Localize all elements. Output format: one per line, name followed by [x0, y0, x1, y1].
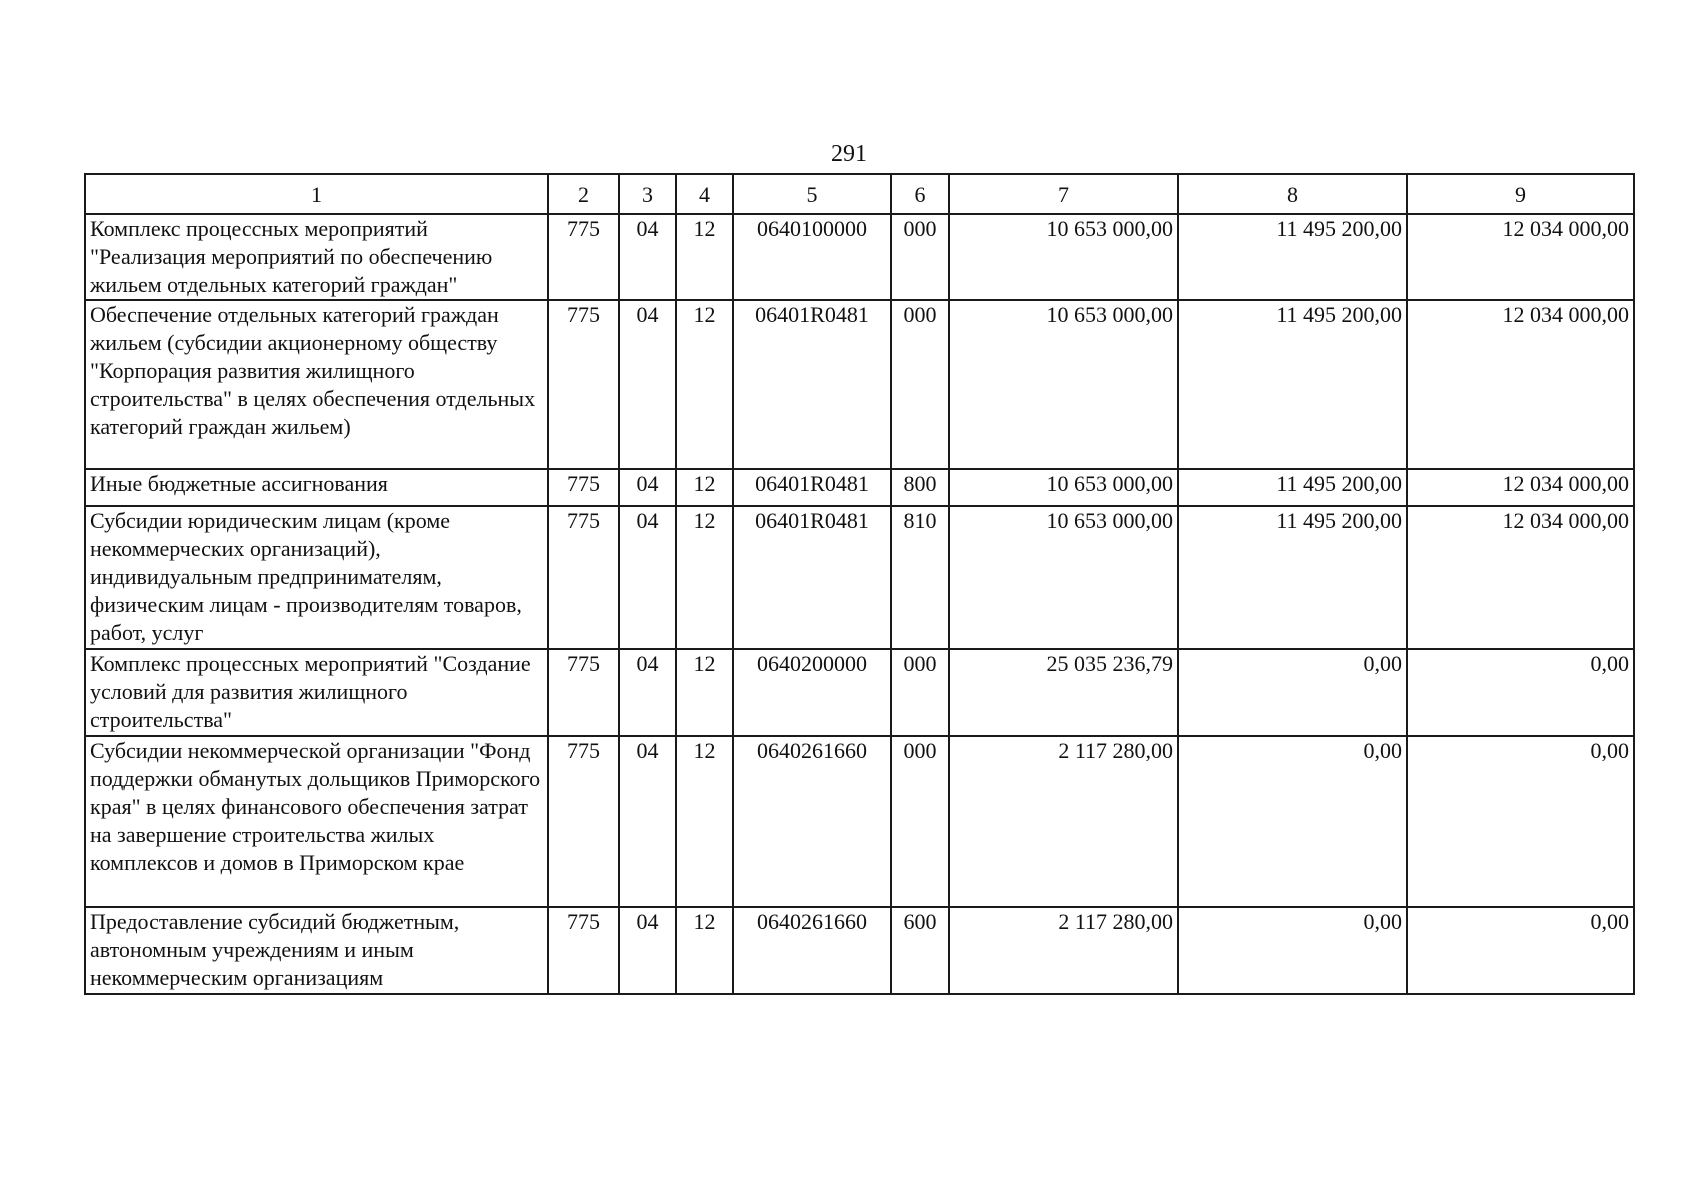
page-number: 291: [831, 141, 867, 167]
row-amount-col8: 11 495 200,00: [1178, 506, 1407, 649]
row-expense-type-code: 810: [891, 506, 949, 649]
row-subsection-code: 12: [676, 506, 733, 649]
table-row: [85, 506, 1634, 649]
row-amount-col8: 0,00: [1178, 649, 1407, 736]
row-name: Субсидии некоммерческой организации "Фонд поддержки обманутых дольщиков Приморского края" в целях финансового обеспечения затрат на завершение строительства жилых комплексов и домов в Приморском крае: [85, 736, 548, 907]
row-amount-col7: 2 117 280,00: [949, 907, 1178, 994]
column-header-4: 4: [676, 174, 733, 214]
row-section-code: 04: [619, 506, 676, 649]
row-amount-col8: 11 495 200,00: [1178, 300, 1407, 469]
row-ministry-code: 775: [548, 907, 619, 994]
column-header-3: 3: [619, 174, 676, 214]
row-amount-col7: 25 035 236,79: [949, 649, 1178, 736]
row-subsection-code: 12: [676, 300, 733, 469]
column-header-1: 1: [85, 174, 548, 214]
budget-table: [84, 173, 1635, 995]
row-amount-col7: 2 117 280,00: [949, 736, 1178, 907]
row-amount-col8: 0,00: [1178, 907, 1407, 994]
row-amount-col8: 0,00: [1178, 736, 1407, 907]
row-name: Комплекс процессных мероприятий "Создание условий для развития жилищного строительства": [85, 649, 548, 736]
row-amount-col9: 0,00: [1407, 649, 1634, 736]
row-target-code: 0640261660: [733, 907, 891, 994]
row-name: Обеспечение отдельных категорий граждан жильем (субсидии акционерному обществу "Корпорация развития жилищного строительства" в целях обеспечения отдельных категорий граждан жильем): [85, 300, 548, 469]
table-row: [85, 300, 1634, 469]
row-section-code: 04: [619, 649, 676, 736]
row-section-code: 04: [619, 469, 676, 506]
row-ministry-code: 775: [548, 736, 619, 907]
row-amount-col7: 10 653 000,00: [949, 214, 1178, 300]
row-amount-col9: 12 034 000,00: [1407, 300, 1634, 469]
row-subsection-code: 12: [676, 907, 733, 994]
row-name: Иные бюджетные ассигнования: [85, 469, 548, 506]
row-amount-col9: 12 034 000,00: [1407, 506, 1634, 649]
table-row: [85, 469, 1634, 506]
row-subsection-code: 12: [676, 649, 733, 736]
row-ministry-code: 775: [548, 214, 619, 300]
table-row: [85, 907, 1634, 994]
row-amount-col7: 10 653 000,00: [949, 469, 1178, 506]
row-expense-type-code: 000: [891, 649, 949, 736]
row-ministry-code: 775: [548, 469, 619, 506]
row-target-code: 06401R0481: [733, 506, 891, 649]
row-subsection-code: 12: [676, 214, 733, 300]
column-header-2: 2: [548, 174, 619, 214]
row-expense-type-code: 000: [891, 214, 949, 300]
row-ministry-code: 775: [548, 300, 619, 469]
row-target-code: 0640200000: [733, 649, 891, 736]
table-body: [85, 214, 1634, 994]
column-header-6: 6: [891, 174, 949, 214]
column-header-8: 8: [1178, 174, 1407, 214]
row-amount-col7: 10 653 000,00: [949, 506, 1178, 649]
column-header-9: 9: [1407, 174, 1634, 214]
row-section-code: 04: [619, 214, 676, 300]
column-header-5: 5: [733, 174, 891, 214]
row-amount-col7: 10 653 000,00: [949, 300, 1178, 469]
row-amount-col9: 0,00: [1407, 736, 1634, 907]
row-amount-col9: 0,00: [1407, 907, 1634, 994]
row-name: Комплекс процессных мероприятий "Реализация мероприятий по обеспечению жильем отдельных категорий граждан": [85, 214, 548, 300]
row-section-code: 04: [619, 736, 676, 907]
row-target-code: 0640100000: [733, 214, 891, 300]
row-target-code: 06401R0481: [733, 300, 891, 469]
row-section-code: 04: [619, 300, 676, 469]
row-subsection-code: 12: [676, 469, 733, 506]
table-row: [85, 736, 1634, 907]
row-name: Предоставление субсидий бюджетным, автономным учреждениям и иным некоммерческим организациям: [85, 907, 548, 994]
row-amount-col9: 12 034 000,00: [1407, 214, 1634, 300]
table-row: [85, 649, 1634, 736]
row-expense-type-code: 800: [891, 469, 949, 506]
row-amount-col8: 11 495 200,00: [1178, 469, 1407, 506]
row-expense-type-code: 600: [891, 907, 949, 994]
row-target-code: 0640261660: [733, 736, 891, 907]
row-expense-type-code: 000: [891, 736, 949, 907]
header-row: [85, 174, 1634, 214]
row-ministry-code: 775: [548, 506, 619, 649]
row-amount-col8: 11 495 200,00: [1178, 214, 1407, 300]
row-expense-type-code: 000: [891, 300, 949, 469]
column-header-7: 7: [949, 174, 1178, 214]
table-header: [85, 174, 1634, 214]
row-subsection-code: 12: [676, 736, 733, 907]
row-amount-col9: 12 034 000,00: [1407, 469, 1634, 506]
row-name: Субсидии юридическим лицам (кроме некоммерческих организаций), индивидуальным предпринимателям, физическим лицам - производителям товаров, работ, услуг: [85, 506, 548, 649]
row-ministry-code: 775: [548, 649, 619, 736]
table-row: [85, 214, 1634, 300]
row-section-code: 04: [619, 907, 676, 994]
row-target-code: 06401R0481: [733, 469, 891, 506]
